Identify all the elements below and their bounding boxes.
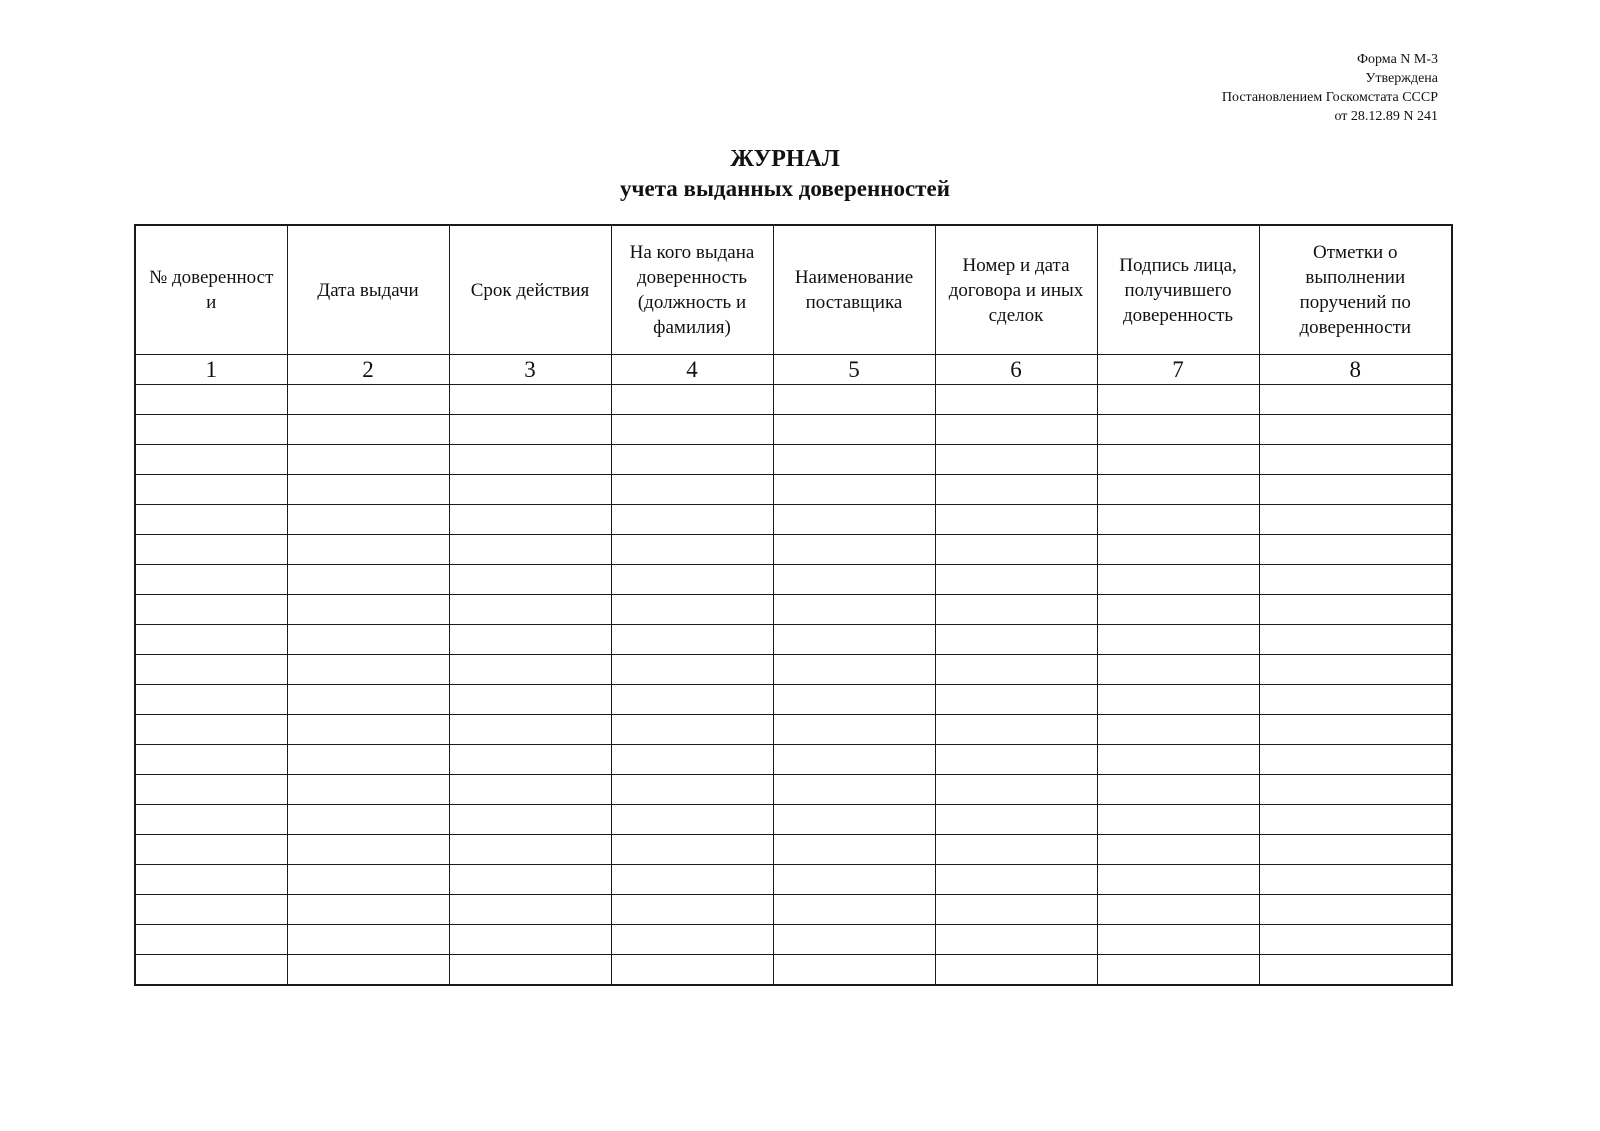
- table-cell: [1259, 865, 1452, 895]
- table-cell: [773, 655, 935, 685]
- table-cell: [611, 805, 773, 835]
- table-row: [135, 535, 1452, 565]
- table-cell: [1259, 385, 1452, 415]
- table-cell: [1097, 565, 1259, 595]
- table-cell: [287, 595, 449, 625]
- table-cell: [1097, 925, 1259, 955]
- table-cell: [935, 925, 1097, 955]
- table-cell: [773, 745, 935, 775]
- table-cell: [773, 505, 935, 535]
- table-cell: [773, 385, 935, 415]
- table-cell: [935, 565, 1097, 595]
- table-cell: [449, 805, 611, 835]
- table-cell: [773, 565, 935, 595]
- table-cell: [449, 475, 611, 505]
- approval-label: Утверждена: [1365, 71, 1438, 86]
- table-cell: [935, 385, 1097, 415]
- table-cell: [287, 535, 449, 565]
- table-cell: [611, 535, 773, 565]
- table-cell: [935, 445, 1097, 475]
- table-cell: [287, 445, 449, 475]
- table-row: [135, 715, 1452, 745]
- table-cell: [135, 685, 287, 715]
- table-cell: [773, 535, 935, 565]
- table-cell: [935, 475, 1097, 505]
- table-cell: [1097, 835, 1259, 865]
- table-cell: [135, 955, 287, 986]
- table-cell: [449, 385, 611, 415]
- table-row: [135, 925, 1452, 955]
- approval-date: от 28.12.89 N 241: [1334, 109, 1438, 124]
- table-cell: [611, 835, 773, 865]
- table-row: [135, 835, 1452, 865]
- table-cell: [287, 835, 449, 865]
- table-cell: [135, 595, 287, 625]
- table-cell: [611, 865, 773, 895]
- column-number-row: [135, 355, 1452, 385]
- form-approval-stamp: [1222, 50, 1438, 126]
- column-number: 7: [1097, 355, 1259, 385]
- table-cell: [135, 895, 287, 925]
- table-cell: [287, 715, 449, 745]
- table-cell: [935, 835, 1097, 865]
- table-cell: [1259, 415, 1452, 445]
- table-cell: [287, 925, 449, 955]
- table-cell: [287, 685, 449, 715]
- header-execution-notes: Отметки о выполнении поручений по доверенности: [1259, 225, 1452, 355]
- header-issue-date: Дата выдачи: [287, 225, 449, 355]
- table-cell: [773, 715, 935, 745]
- table-cell: [935, 685, 1097, 715]
- column-number: 8: [1259, 355, 1452, 385]
- table-cell: [449, 715, 611, 745]
- header-proxy-number: № доверенност и: [135, 225, 287, 355]
- table-row: [135, 385, 1452, 415]
- title-main: ЖУРНАЛ: [730, 146, 840, 172]
- table-cell: [1097, 535, 1259, 565]
- table-cell: [611, 565, 773, 595]
- table-cell: [287, 625, 449, 655]
- table-cell: [135, 865, 287, 895]
- table-row: [135, 415, 1452, 445]
- table-cell: [935, 775, 1097, 805]
- table-cell: [1097, 415, 1259, 445]
- table-cell: [1259, 445, 1452, 475]
- table-cell: [611, 715, 773, 745]
- table-cell: [449, 595, 611, 625]
- table-cell: [611, 415, 773, 445]
- table-cell: [287, 775, 449, 805]
- table-cell: [935, 655, 1097, 685]
- table-cell: [1097, 385, 1259, 415]
- table-cell: [135, 415, 287, 445]
- table-cell: [135, 535, 287, 565]
- table-cell: [287, 895, 449, 925]
- table-cell: [935, 745, 1097, 775]
- table-cell: [773, 625, 935, 655]
- table-cell: [135, 925, 287, 955]
- table-cell: [449, 895, 611, 925]
- table-cell: [773, 895, 935, 925]
- table-cell: [1097, 655, 1259, 685]
- table-cell: [773, 955, 935, 986]
- table-cell: [1097, 955, 1259, 986]
- table-cell: [1259, 625, 1452, 655]
- table-cell: [773, 595, 935, 625]
- table-cell: [935, 895, 1097, 925]
- table-cell: [449, 655, 611, 685]
- table-cell: [449, 745, 611, 775]
- table-cell: [935, 805, 1097, 835]
- table-cell: [935, 715, 1097, 745]
- table-cell: [1097, 595, 1259, 625]
- table-row: [135, 745, 1452, 775]
- table-cell: [773, 835, 935, 865]
- table-cell: [935, 505, 1097, 535]
- table-cell: [1097, 715, 1259, 745]
- document-title: [0, 144, 1570, 204]
- table-cell: [1097, 475, 1259, 505]
- table-cell: [135, 745, 287, 775]
- table-cell: [449, 925, 611, 955]
- table-cell: [135, 385, 287, 415]
- table-cell: [1259, 895, 1452, 925]
- header-recipient-signature: Подпись лица, получившего доверенность: [1097, 225, 1259, 355]
- table-cell: [935, 625, 1097, 655]
- table-cell: [1259, 805, 1452, 835]
- table-cell: [287, 745, 449, 775]
- table-cell: [449, 775, 611, 805]
- column-number: 4: [611, 355, 773, 385]
- table-cell: [1259, 685, 1452, 715]
- table-cell: [1097, 805, 1259, 835]
- table-cell: [287, 565, 449, 595]
- table-cell: [135, 565, 287, 595]
- table-cell: [611, 505, 773, 535]
- table-row: [135, 955, 1452, 986]
- table-row: [135, 865, 1452, 895]
- table-cell: [1097, 685, 1259, 715]
- table-cell: [449, 685, 611, 715]
- table-cell: [287, 955, 449, 986]
- table-cell: [611, 745, 773, 775]
- table-cell: [935, 415, 1097, 445]
- table-row: [135, 505, 1452, 535]
- table-cell: [611, 595, 773, 625]
- table-cell: [611, 475, 773, 505]
- table-cell: [611, 385, 773, 415]
- table-cell: [287, 475, 449, 505]
- table-row: [135, 655, 1452, 685]
- table-cell: [449, 865, 611, 895]
- table-cell: [773, 805, 935, 835]
- table-row: [135, 475, 1452, 505]
- table-cell: [1259, 775, 1452, 805]
- table-cell: [611, 895, 773, 925]
- column-number: 3: [449, 355, 611, 385]
- table-cell: [1097, 505, 1259, 535]
- table-cell: [1259, 835, 1452, 865]
- table-cell: [935, 955, 1097, 986]
- table-row: [135, 775, 1452, 805]
- table-cell: [1259, 505, 1452, 535]
- table-row: [135, 625, 1452, 655]
- table-cell: [449, 415, 611, 445]
- table-cell: [1259, 745, 1452, 775]
- table-row: [135, 685, 1452, 715]
- table-cell: [135, 775, 287, 805]
- table-cell: [1259, 715, 1452, 745]
- table-cell: [1097, 895, 1259, 925]
- table-cell: [449, 505, 611, 535]
- table-cell: [135, 805, 287, 835]
- table-cell: [1097, 445, 1259, 475]
- table-cell: [1259, 955, 1452, 986]
- table-cell: [135, 625, 287, 655]
- table-cell: [135, 715, 287, 745]
- table-cell: [449, 565, 611, 595]
- title-subtitle: учета выданных доверенностей: [620, 176, 950, 201]
- table-row: [135, 895, 1452, 925]
- table-cell: [449, 625, 611, 655]
- table-cell: [611, 445, 773, 475]
- table-row: [135, 565, 1452, 595]
- header-issued-to: На кого выдана доверенность (должность и фамилия): [611, 225, 773, 355]
- table-cell: [1259, 925, 1452, 955]
- table-cell: [773, 415, 935, 445]
- table-cell: [1259, 565, 1452, 595]
- table-cell: [773, 475, 935, 505]
- column-number: 1: [135, 355, 287, 385]
- table-cell: [135, 835, 287, 865]
- table-cell: [449, 535, 611, 565]
- column-number: 5: [773, 355, 935, 385]
- table-cell: [449, 835, 611, 865]
- form-number: Форма N М-3: [1356, 52, 1438, 67]
- table-cell: [611, 685, 773, 715]
- table-cell: [1259, 655, 1452, 685]
- table-cell: [611, 955, 773, 986]
- table-cell: [135, 655, 287, 685]
- table-cell: [1097, 865, 1259, 895]
- header-supplier-name: Наименование поставщика: [773, 225, 935, 355]
- header-row: [135, 225, 1452, 355]
- table-row: [135, 445, 1452, 475]
- table-cell: [135, 475, 287, 505]
- table-cell: [287, 415, 449, 445]
- table-cell: [449, 445, 611, 475]
- column-number: 6: [935, 355, 1097, 385]
- column-number: 2: [287, 355, 449, 385]
- table-row: [135, 805, 1452, 835]
- table-cell: [773, 445, 935, 475]
- table-cell: [449, 955, 611, 986]
- table-cell: [1259, 535, 1452, 565]
- journal-table: [134, 224, 1453, 986]
- table-cell: [935, 595, 1097, 625]
- table-cell: [611, 925, 773, 955]
- table-cell: [287, 805, 449, 835]
- table-cell: [773, 925, 935, 955]
- table-row: [135, 595, 1452, 625]
- table-cell: [611, 775, 773, 805]
- table-cell: [1097, 745, 1259, 775]
- table-cell: [773, 775, 935, 805]
- table-cell: [135, 445, 287, 475]
- table-cell: [287, 385, 449, 415]
- table-cell: [1097, 775, 1259, 805]
- table-cell: [935, 535, 1097, 565]
- table-cell: [287, 655, 449, 685]
- table-cell: [773, 685, 935, 715]
- table-cell: [287, 865, 449, 895]
- approval-authority: Постановлением Госкомстата СССР: [1221, 90, 1438, 105]
- header-contract-number-date: Номер и дата договора и иных сделок: [935, 225, 1097, 355]
- table-cell: [935, 865, 1097, 895]
- table-cell: [287, 505, 449, 535]
- table-cell: [1259, 595, 1452, 625]
- table-cell: [1097, 625, 1259, 655]
- table-cell: [135, 505, 287, 535]
- table-cell: [611, 625, 773, 655]
- table-cell: [611, 655, 773, 685]
- table-cell: [773, 865, 935, 895]
- header-validity-period: Срок действия: [449, 225, 611, 355]
- table-cell: [1259, 475, 1452, 505]
